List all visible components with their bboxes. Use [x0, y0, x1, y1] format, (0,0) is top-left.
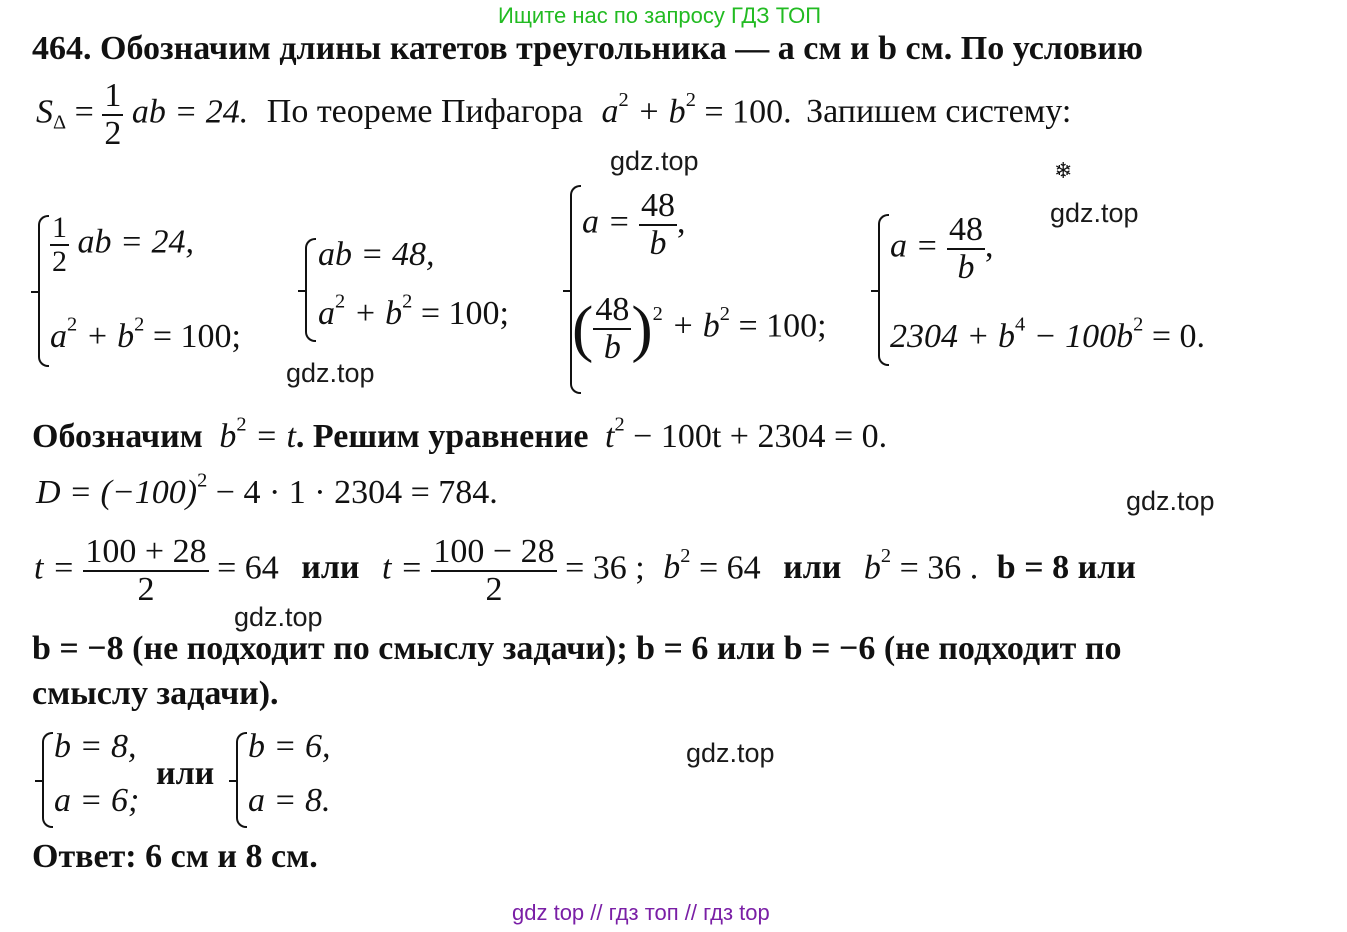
final-left-row-2: a = 6;	[54, 782, 140, 819]
problem-number: 464.	[32, 30, 92, 67]
remark-line-2: смыслу задачи).	[32, 675, 279, 712]
watermark: gdz.top	[234, 602, 323, 632]
problem-line-1	[32, 30, 1143, 68]
area-symbol: S	[36, 93, 53, 131]
watermark: gdz.top	[686, 738, 775, 768]
system-2-row-2: $a^2 + b^2 = 100$;	[318, 290, 509, 332]
system-1-row-2: $a^2 + b^2 = 100$;	[50, 313, 241, 355]
system-4-row-1: a = $\frac{48}{b}$ ,	[890, 211, 994, 286]
system-3-row-2: ( $\frac{48}{b}$ )$^2 + b^2 = 100$;	[572, 291, 827, 366]
answer: Ответ: 6 см и 8 см.	[32, 838, 318, 875]
watermark: gdz.top	[610, 146, 699, 176]
ink-mark: ❄	[1054, 158, 1073, 183]
final-left-brace	[42, 732, 53, 828]
discriminant-line: $D = (-100)^2 - 4 \cdot 1 \cdot 2304 = 784$.	[36, 469, 498, 511]
roots-line: t = $\frac{100 + 28}{2}$ = 64 или t = $\frac{100 - 28}{2}$ = 36 ; $b^2 = 64$ или $b^2 = 36$ . b = 8 или	[34, 533, 1136, 608]
remark-line-1: b = −8 (не подходит по смыслу задачи); b = 6 или b = −6 (не подходит по	[32, 630, 1122, 667]
final-left-row-1: b = 8,	[54, 728, 137, 765]
half-fraction: $\frac{1}{2}$	[104, 77, 122, 152]
triangle-subscript: Δ	[53, 111, 67, 134]
intro-text: Обозначим длины катетов треугольника — a см и b см. По условию	[100, 30, 1143, 67]
area-formula: $S_\Delta$ = $\frac{1}{2}$ ab = 24. По теореме Пифагора $a^2 + b^2 = 100$. Запишем систему:	[36, 77, 1072, 152]
header-note[interactable]: Ищите нас по запросу ГДЗ ТОП	[498, 3, 822, 28]
system-3-row-1: a = $\frac{48}{b}$ ,	[582, 187, 686, 262]
watermark: gdz.top	[1050, 198, 1139, 228]
pythag-text: По теореме Пифагора	[266, 93, 584, 131]
watermark: gdz.top	[286, 358, 375, 388]
system-1-brace	[38, 215, 49, 367]
footer-links[interactable]: gdz top // гдз топ // гдз top	[512, 900, 770, 925]
area-rhs: ab = 24.	[131, 93, 249, 131]
final-right-brace	[236, 732, 247, 828]
system-4-brace	[878, 214, 889, 366]
system-2-brace	[305, 238, 316, 342]
system-1-row-1: $\frac{1}{2}$ ab = 24,	[52, 211, 194, 278]
final-or: или	[156, 755, 215, 792]
system-2-row-1: ab = 48,	[318, 236, 435, 273]
system-4-row-2: $2304 + b^4 - 100b^2 = 0$.	[890, 313, 1205, 355]
write-system-text: Запишем систему:	[806, 93, 1072, 131]
substitution-line: Обозначим $b^2 = t$. Решим уравнение $t^2 - 100t + 2304 = 0$.	[32, 413, 888, 455]
final-right-row-1: b = 6,	[248, 728, 331, 765]
final-right-row-2: a = 8.	[248, 782, 331, 819]
watermark: gdz.top	[1126, 486, 1215, 516]
